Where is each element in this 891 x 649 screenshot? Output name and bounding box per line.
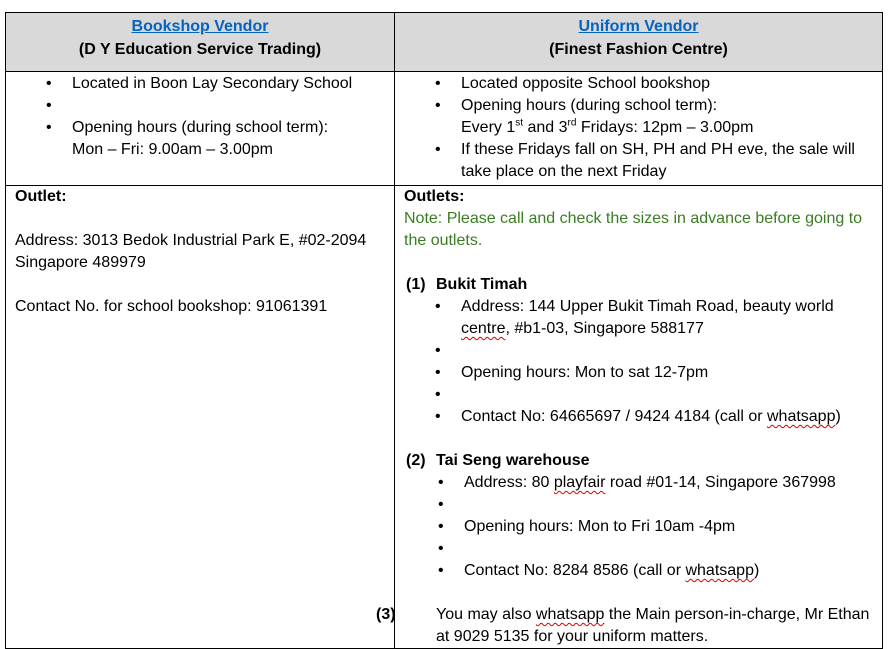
bookshop-hours-value: Mon – Fri: 9.00am – 3.00pm xyxy=(72,141,273,158)
item3-post: the Main person-in-charge, Mr Ethan at 9029 5135 for your uniform matters. xyxy=(436,606,870,645)
uniform-info-cell xyxy=(395,72,883,186)
outlet2-address-post: road #01-14, Singapore 367998 xyxy=(605,474,836,491)
item3-number: (3) xyxy=(376,606,396,623)
uniform-hours-mid: and 3 xyxy=(523,119,568,136)
outlet2-number: (2) xyxy=(406,452,426,469)
outlet2-hours: • Opening hours: Mon to Fri 10am -4pm xyxy=(398,516,882,538)
spacer xyxy=(395,428,882,450)
info-row xyxy=(6,72,883,186)
uniform-vendor-name: (Finest Fashion Centre) xyxy=(549,41,728,58)
outlet1-name: Bukit Timah xyxy=(436,276,528,293)
uniform-header xyxy=(395,13,883,72)
outlet1-address-post: , #b1-03, Singapore 588177 xyxy=(505,320,704,337)
spacer xyxy=(6,274,394,296)
outlet1-number: (1) xyxy=(406,276,426,293)
bookshop-hours xyxy=(6,117,394,161)
outlet2-contact-pre: Contact No: 8284 8586 (call or xyxy=(464,562,686,579)
bookshop-location: • Located in Boon Lay Secondary School xyxy=(6,73,394,95)
bookshop-vendor-link[interactable]: Bookshop Vendor xyxy=(131,18,269,35)
outlet2-contact xyxy=(398,560,882,582)
bookshop-hours-label: Opening hours (during school term): xyxy=(72,119,329,136)
outlet1-contact-squig: whatsapp xyxy=(766,408,836,425)
uniform-hours-label: Opening hours (during school term): xyxy=(461,97,718,114)
outlet1-hours: • Opening hours: Mon to sat 12-7pm xyxy=(395,362,882,384)
outlet2-address-pre: Address: 80 xyxy=(464,474,554,491)
sup-st: st xyxy=(515,117,524,129)
bookshop-outlet-label: Outlet: xyxy=(15,188,67,205)
outlet1-contact-pre: Contact No: 64665697 / 9424 4184 (call or xyxy=(461,408,767,425)
spacer xyxy=(395,252,882,274)
uniform-info-list xyxy=(395,73,882,183)
uniform-fridays-note: • If these Fridays fall on SH, PH and PH eve, the sale will take place on the next Friday xyxy=(395,139,882,183)
uniform-vendor-link[interactable]: Uniform Vendor xyxy=(578,18,699,35)
outlet2-contact-squig: whatsapp xyxy=(685,562,754,579)
uniform-hours-pre: Every 1 xyxy=(461,119,516,136)
bookshop-address: Address: 3013 Bedok Industrial Park E, #02-2094 Singapore 489979 xyxy=(15,232,367,271)
outlet1-contact-post: ) xyxy=(835,408,841,425)
outlet2-heading xyxy=(395,450,882,472)
spacer xyxy=(6,208,394,230)
outlet-row xyxy=(6,186,883,649)
outlet2-address xyxy=(398,472,882,494)
bookshop-header xyxy=(6,13,395,72)
spacer xyxy=(6,95,394,117)
bookshop-info-cell xyxy=(6,72,395,186)
outlet2-name: Tai Seng warehouse xyxy=(436,452,590,469)
outlet1-address xyxy=(395,296,882,340)
uniform-hours xyxy=(395,95,882,139)
outlet1-address-pre: Address: 144 Upper Bukit Timah Road, beauty world xyxy=(461,298,834,315)
header-row xyxy=(6,13,883,72)
uniform-hours-post: Fridays: 12pm – 3.00pm xyxy=(576,119,754,136)
bookshop-outlet-cell xyxy=(6,186,395,649)
spacer xyxy=(395,340,882,362)
spacer xyxy=(398,494,882,516)
outlet1-list xyxy=(395,296,882,428)
bookshop-info-list xyxy=(6,73,394,161)
outlet1-heading xyxy=(395,274,882,296)
uniform-location: • Located opposite School bookshop xyxy=(395,73,882,95)
bookshop-vendor-name: (D Y Education Service Trading) xyxy=(78,41,322,58)
uniform-outlet-cell xyxy=(376,186,883,649)
uniform-outlets-label: Outlets: xyxy=(404,188,465,205)
item3-text xyxy=(376,604,882,648)
bookshop-contact: Contact No. for school bookshop: 91061391 xyxy=(15,298,328,315)
outlet2-address-squig: playfair xyxy=(553,474,606,491)
sup-rd: rd xyxy=(567,117,577,129)
uniform-note: Note: Please call and check the sizes in advance before going to the outlets. xyxy=(404,210,863,249)
item3-squig: whatsapp xyxy=(535,606,605,623)
spacer xyxy=(395,384,882,406)
outlet1-address-squig: centre xyxy=(461,320,506,337)
outlet1-contact xyxy=(395,406,882,428)
outlet2-list xyxy=(395,472,882,582)
outlet2-contact-post: ) xyxy=(753,562,760,579)
spacer xyxy=(398,538,882,560)
spacer xyxy=(395,582,882,604)
vendor-table xyxy=(5,12,883,649)
item3-pre: You may also xyxy=(436,606,536,623)
